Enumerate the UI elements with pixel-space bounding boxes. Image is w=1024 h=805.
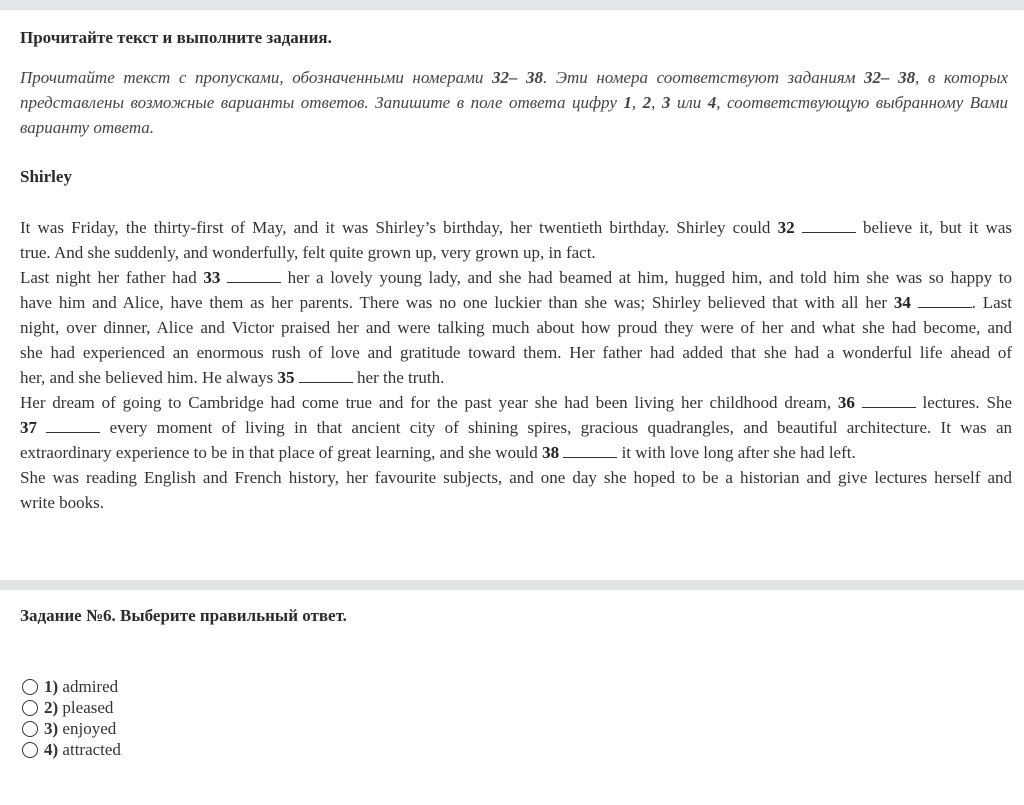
text-line: her, and she believed him. He always 35 her the truth. bbox=[20, 368, 445, 387]
text-line: Last night her father had 33 her a lovely young lady, and she had beamed at him, hugged him, and told him she was so happy to bbox=[20, 268, 1012, 287]
gap-37 bbox=[46, 417, 100, 433]
text-line: true. And she suddenly, and wonderfully, felt quite grown up, very grown up, in fact. bbox=[20, 243, 596, 262]
text-line: Her dream of going to Cambridge had come true and for the past year she had been living her childhood dream, 36 lectures. She bbox=[20, 393, 1012, 412]
radio-button[interactable] bbox=[22, 721, 38, 737]
text-line: extraordinary experience to be in that place of great learning, and she would 38 it with love long after she had left. bbox=[20, 443, 856, 462]
instructions: Прочитайте текст с пропусками, обозначенными номерами 32– 38. Эти номера соответствуют заданиям 32– 38, в которых представлены возможные варианты ответов. Запишите в поле ответа цифру 1, 2, 3 или 4, соответствующую выбранному Вами варианту ответа. bbox=[20, 68, 1009, 137]
section-divider bbox=[0, 580, 1024, 590]
gap-32 bbox=[802, 217, 856, 233]
text-line: night, over dinner, Alice and Victor praised her and were talking much about how proud they were of her and what she had become, and bbox=[20, 318, 1012, 337]
text-line: She was reading English and French history, her favourite subjects, and one day she hoped to be a historian and give lectures herself and bbox=[20, 468, 1012, 487]
radio-button[interactable] bbox=[22, 679, 38, 695]
gap-34 bbox=[918, 292, 972, 308]
option-1[interactable]: 1) admired bbox=[22, 677, 118, 697]
gap-36 bbox=[862, 392, 916, 408]
radio-button[interactable] bbox=[22, 742, 38, 758]
text-line: write books. bbox=[20, 493, 105, 512]
top-band bbox=[0, 0, 1024, 10]
text-line: have him and Alice, have them as her parents. There was no one luckier than she was; Shirley believed that with all her 34 . Last bbox=[20, 293, 1012, 312]
gap-38 bbox=[563, 442, 617, 458]
text-line: she had experienced an enormous rush of love and gratitude toward them. Her father had added that she had a wonderful life ahead of bbox=[20, 343, 1012, 362]
task-title: Задание №6. Выберите правильный ответ. bbox=[20, 606, 347, 625]
option-2[interactable]: 2) pleased bbox=[22, 698, 113, 718]
section-header: Прочитайте текст и выполните задания. bbox=[20, 28, 332, 47]
gap-33 bbox=[227, 267, 281, 283]
text-title: Shirley bbox=[20, 167, 72, 186]
text-line: It was Friday, the thirty-first of May, and it was Shirley’s birthday, her twentieth birthday. Shirley could 32 believe it, but it was bbox=[20, 218, 1012, 237]
radio-button[interactable] bbox=[22, 700, 38, 716]
gap-35 bbox=[299, 367, 353, 383]
option-3[interactable]: 3) enjoyed bbox=[22, 719, 116, 739]
text-line: 37 every moment of living in that ancient city of shining spires, gracious quadrangles, and beautiful architecture. It was an bbox=[20, 418, 1012, 437]
option-4[interactable]: 4) attracted bbox=[22, 740, 121, 760]
